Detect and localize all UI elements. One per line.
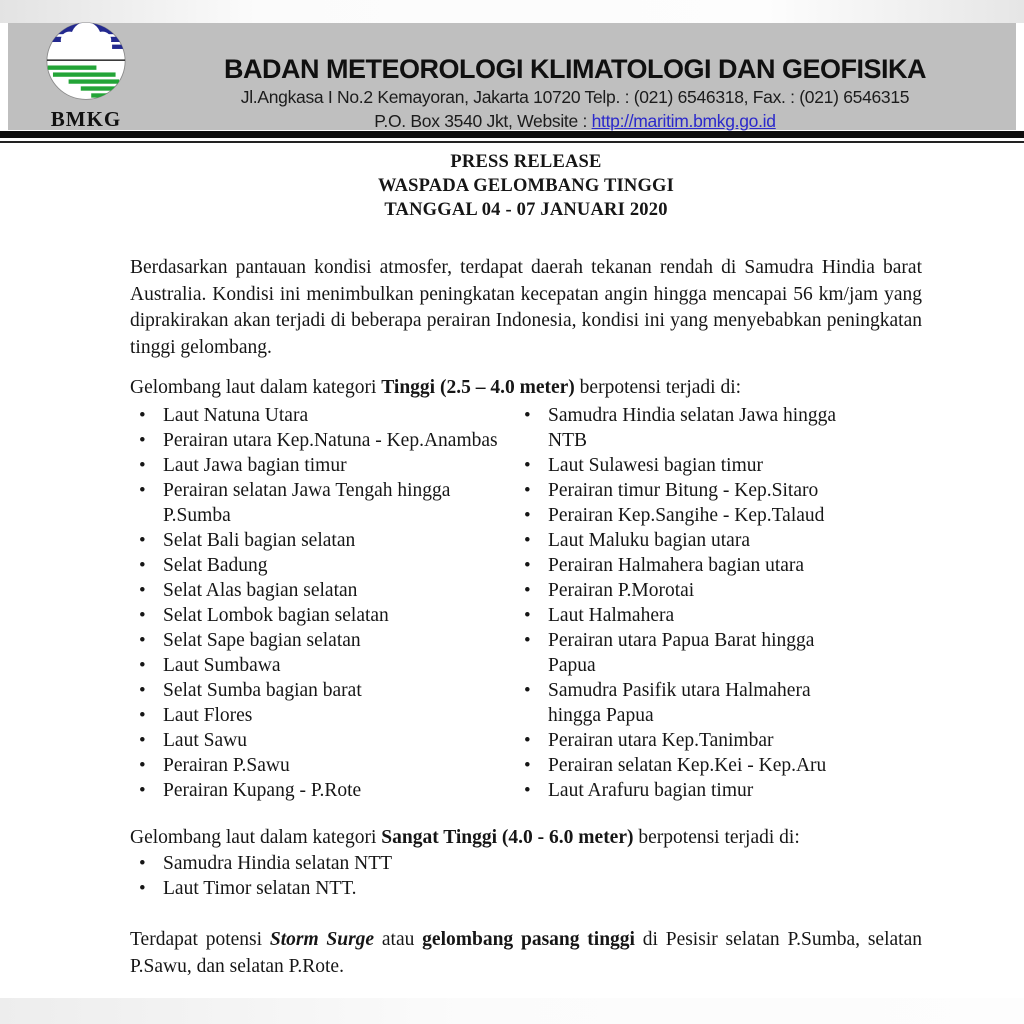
intro-paragraph: Berdasarkan pantauan kondisi atmosfer, terdapat daerah tekanan rendah di Samudra Hindia barat Australia. Kondisi ini menimbulkan peningkatan kecepatan angin hingga mencapai 56 km/jam yang diprakirakan akan terjadi di beberapa perairan Indonesia, kondisi ini yang menyebabkan peningkatan tinggi gelombang. — [130, 257, 922, 358]
bmkg-logo-label: BMKG — [50, 107, 122, 131]
high-wave-lead — [130, 375, 922, 401]
storm-surge-middle: atau — [374, 929, 423, 950]
list-item: • Selat Alas bagian selatan — [130, 578, 515, 603]
list-item: • Laut Halmahera — [515, 603, 860, 628]
list-item: • Laut Sulawesi bagian timur — [515, 453, 860, 478]
list-item: • Samudra Hindia selatan Jawa hingga NTB — [515, 403, 860, 453]
list-item: • Perairan utara Kep.Natuna - Kep.Anambas — [130, 428, 515, 453]
header-divider-thin — [0, 141, 1024, 143]
high-wave-lead-suffix: berpotensi terjadi di: — [574, 377, 742, 398]
list-item: • Laut Flores — [130, 703, 515, 728]
title-block — [130, 150, 922, 222]
list-item: • Perairan Kep.Sangihe - Kep.Talaud — [515, 503, 860, 528]
press-release-title: PRESS RELEASE — [450, 152, 602, 172]
list-item: • Selat Sape bagian selatan — [130, 628, 515, 653]
high-wave-list-left — [130, 403, 515, 803]
list-item: • Perairan timur Bitung - Kep.Sitaro — [515, 478, 860, 503]
high-wave-list-right — [515, 403, 860, 803]
header-divider-thick — [0, 131, 1024, 138]
very-high-wave-lead-suffix: berpotensi terjadi di: — [633, 827, 800, 848]
letterhead-band — [8, 23, 1016, 130]
list-item: • Perairan Kupang - P.Rote — [130, 778, 515, 803]
very-high-wave-list — [130, 851, 730, 901]
list-item: • Selat Badung — [130, 553, 515, 578]
list-item: • Laut Sumbawa — [130, 653, 515, 678]
list-item: • Laut Maluku bagian utara — [515, 528, 860, 553]
high-wave-lead-prefix: Gelombang laut dalam kategori — [130, 377, 382, 398]
list-item: • Perairan P.Morotai — [515, 578, 860, 603]
list-item: • Perairan selatan Kep.Kei - Kep.Aru — [515, 753, 860, 778]
storm-surge-prefix: Terdapat potensi — [130, 929, 270, 950]
pobox-line — [148, 109, 1002, 133]
address-line: Jl.Angkasa I No.2 Kemayoran, Jakarta 10720 Telp. : (021) 6546318, Fax. : (021) 6546315 — [240, 87, 910, 107]
very-high-wave-lead — [130, 825, 922, 851]
list-item: • Laut Sawu — [130, 728, 515, 753]
list-item: • Perairan selatan Jawa Tengah hingga P.Sumba — [130, 478, 515, 528]
high-wave-category: Tinggi (2.5 – 4.0 meter) — [381, 377, 575, 398]
list-item: • Laut Natuna Utara — [130, 403, 515, 428]
website-link[interactable]: http://maritim.bmkg.go.id — [591, 111, 776, 131]
bmkg-logo — [36, 22, 136, 132]
very-high-wave-category: Sangat Tinggi (4.0 - 6.0 meter) — [381, 827, 634, 848]
storm-surge-suffix: di Pesisir selatan P.Sumba, selatan P.Sawu, dan selatan P.Rote. — [130, 929, 922, 977]
pobox-text: P.O. Box 3540 Jkt, Website : — [374, 111, 592, 131]
very-high-wave-lead-prefix: Gelombang laut dalam kategori — [130, 827, 382, 848]
storm-surge-term: Storm Surge — [269, 929, 375, 950]
list-item: • Laut Timor selatan NTT. — [130, 876, 730, 901]
list-item: • Samudra Pasifik utara Halmahera hingga Papua — [515, 678, 860, 728]
list-item: • Perairan utara Kep.Tanimbar — [515, 728, 860, 753]
list-item: • Selat Lombok bagian selatan — [130, 603, 515, 628]
list-item: • Laut Jawa bagian timur — [130, 453, 515, 478]
high-wave-columns — [130, 403, 922, 803]
storm-surge-paragraph — [130, 927, 922, 980]
org-name: BADAN METEOROLOGI KLIMATOLOGI DAN GEOFISIKA — [224, 54, 926, 84]
press-release-date: TANGGAL 04 - 07 JANUARI 2020 — [384, 200, 668, 220]
storm-surge-term-id: gelombang pasang tinggi — [422, 929, 635, 950]
list-item: • Selat Sumba bagian barat — [130, 678, 515, 703]
list-item: • Perairan utara Papua Barat hingga Papua — [515, 628, 860, 678]
list-item: • Perairan P.Sawu — [130, 753, 515, 778]
press-release-subtitle: WASPADA GELOMBANG TINGGI — [377, 176, 675, 196]
list-item: • Samudra Hindia selatan NTT — [130, 851, 730, 876]
list-item: • Selat Bali bagian selatan — [130, 528, 515, 553]
list-item: • Perairan Halmahera bagian utara — [515, 553, 860, 578]
page-top-margin — [0, 0, 1024, 23]
list-item: • Laut Arafuru bagian timur — [515, 778, 860, 803]
bmkg-globe-icon — [42, 22, 130, 102]
document-body — [130, 150, 922, 980]
page-bottom-margin — [0, 998, 1024, 1024]
